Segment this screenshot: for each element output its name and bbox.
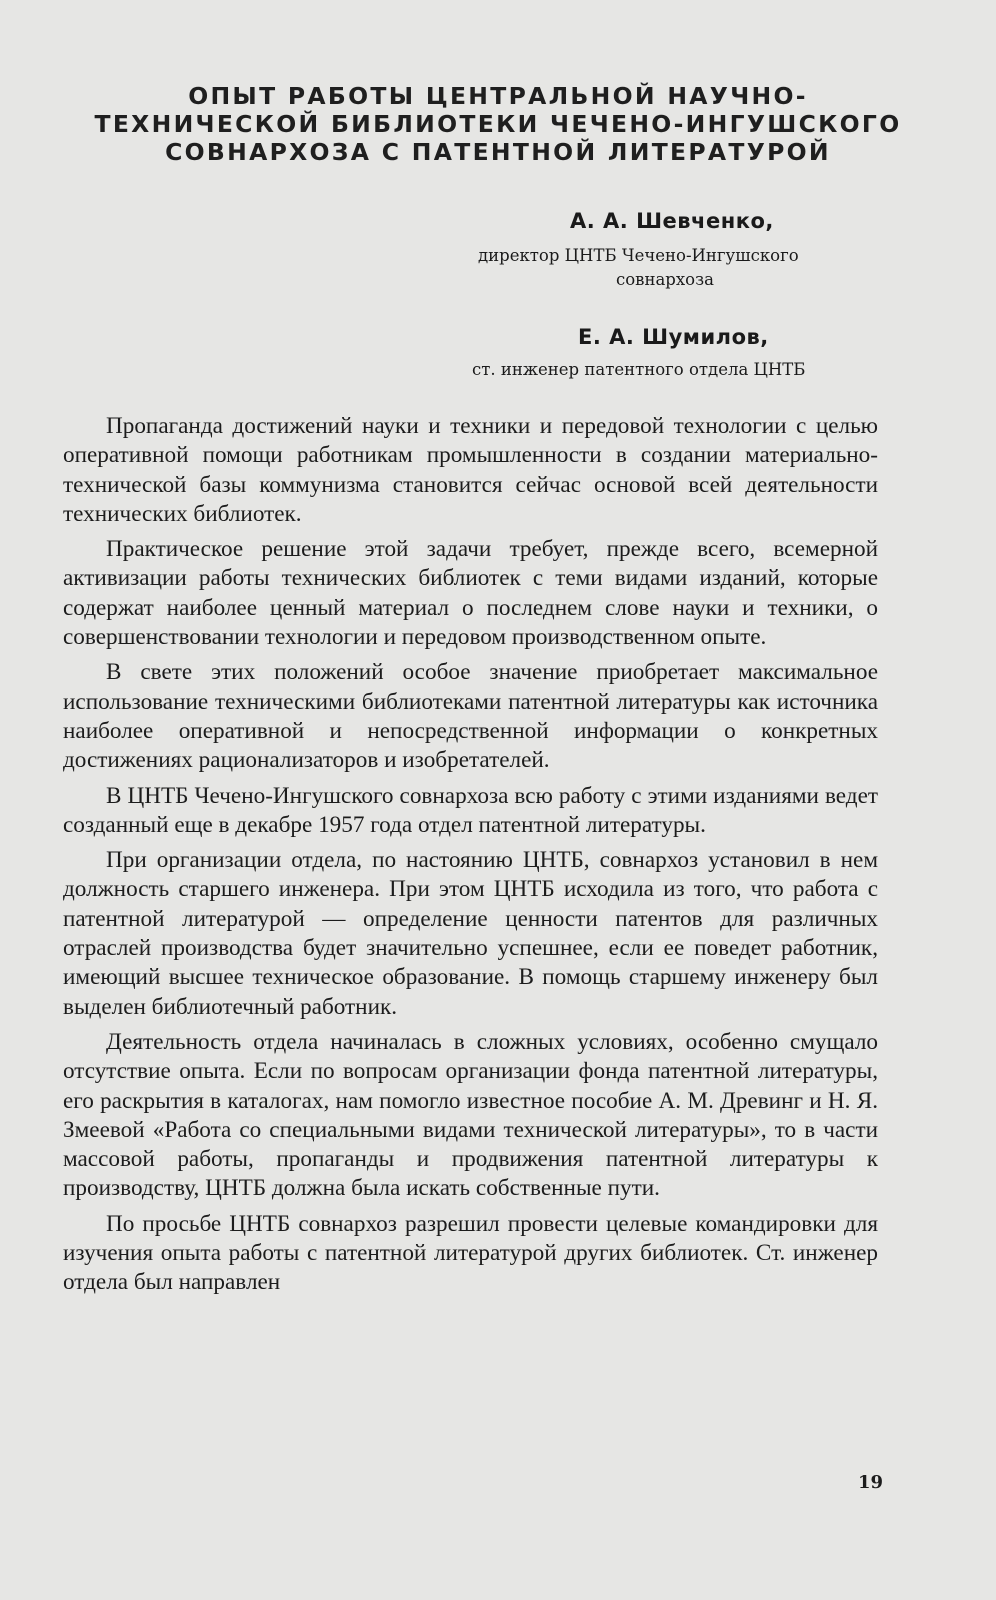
paragraph: Практическое решение этой задачи требует, прежде всего, всемерной активизации работы технических библиотек с теми видами изданий, которые содержат наиболее ценный материал о последнем слове науки и техники, о совершенствовании технологии и передовом производственном опыте. xyxy=(63,536,878,651)
author-name: А. А. Шевченко, xyxy=(570,209,774,233)
title-line: СОВНАРХОЗА С ПАТЕНТНОЙ ЛИТЕРАТУРОЙ xyxy=(165,138,831,166)
paragraph: Пропаганда достижений науки и техники и передовой технологии с целью оперативной помощи работникам промышленности в создании материально-технической базы коммунизма становится сейчас основой всей деятельности технических библиотек. xyxy=(63,413,878,527)
paragraph: При организации отдела, по настоянию ЦНТБ, совнархоз установил в нем должность старшего инженера. При этом ЦНТБ исходила из того, что работа с патентной литературой — определение ценности патентов для различных отраслей производства будет значительно успешнее, если ее поведет работник, имеющий высшее техническое образование. В помощь старшему инженеру был выделен библиотечный работник. xyxy=(63,847,878,1020)
title-line: ОПЫТ РАБОТЫ ЦЕНТРАЛЬНОЙ НАУЧНО- xyxy=(188,82,808,110)
page-number: 19 xyxy=(858,1472,884,1493)
article-body xyxy=(63,412,878,1304)
paragraph: В свете этих положений особое значение приобретает максимальное использование техническими библиотеками патентной литературы как источника наиболее оперативной и непосредственной информации о конкретных достижениях рационализаторов и изобретателей. xyxy=(63,659,878,774)
title-line: ТЕХНИЧЕСКОЙ БИБЛИОТЕКИ ЧЕЧЕНО-ИНГУШСКОГО xyxy=(94,110,902,138)
article-title xyxy=(60,82,936,166)
author-name: Е. А. Шумилов, xyxy=(578,325,769,349)
paragraph: Деятельность отдела начиналась в сложных условиях, особенно смущало отсутствие опыта. Если по вопросам организации фонда патентной литературы, его раскрытия в каталогах, нам помогло известное пособие А. М. Древинг и Н. Я. Змеевой «Работа со специальными видами технической литературы», то в части массовой работы, пропаганды и продвижения патентной литературы к производству, ЦНТБ должна была искать собственные пути. xyxy=(63,1028,878,1202)
author-role: совнархоза xyxy=(616,270,714,289)
author-role: ст. инженер патентного отдела ЦНТБ xyxy=(472,360,806,379)
author-role: директор ЦНТБ Чечено-Ингушского xyxy=(478,246,799,265)
paragraph: В ЦНТБ Чечено-Ингушского совнархоза всю работу с этими изданиями ведет созданный еще в декабре 1957 года отдел патентной литературы. xyxy=(63,782,878,838)
paragraph: По просьбе ЦНТБ совнархоз разрешил провести целевые командировки для изучения опыта работы с патентной литературой других библиотек. Ст. инженер отдела был направлен xyxy=(63,1210,878,1296)
